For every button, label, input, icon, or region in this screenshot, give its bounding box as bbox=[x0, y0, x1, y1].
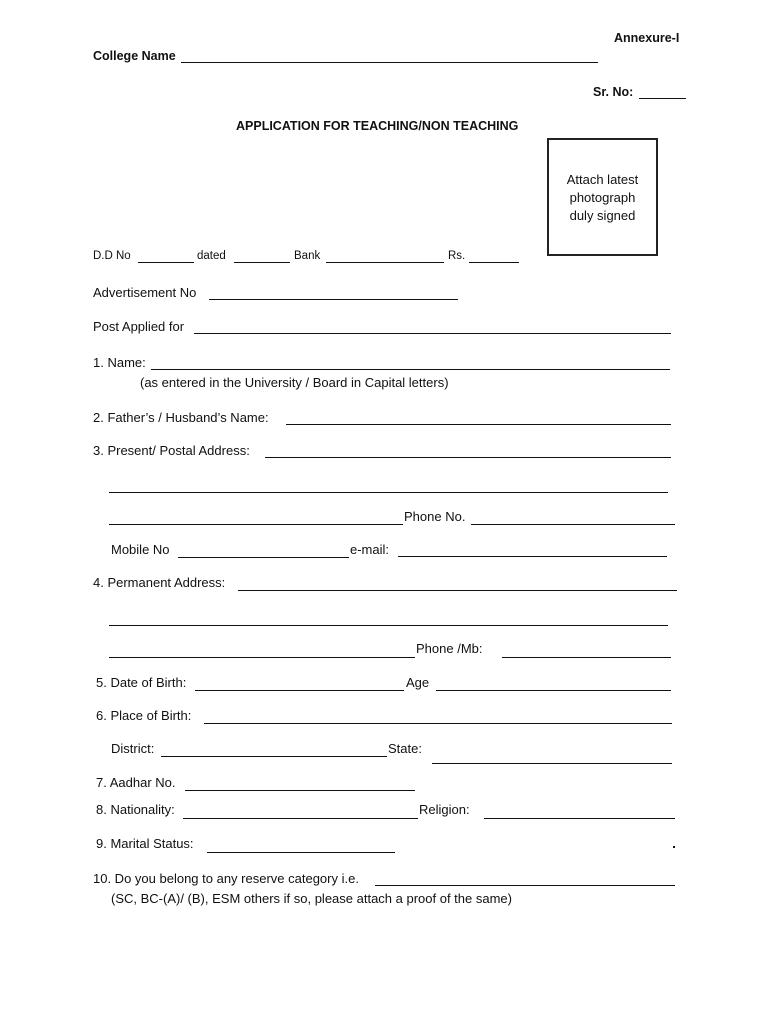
photo-box[interactable] bbox=[547, 138, 658, 256]
name-field[interactable] bbox=[151, 369, 670, 370]
photo-box-line-2: photograph bbox=[569, 190, 636, 205]
dd-bank-field[interactable] bbox=[326, 262, 444, 263]
email-field[interactable] bbox=[398, 556, 667, 557]
sr-no-label: Sr. No: bbox=[593, 85, 634, 99]
dd-dated-label: dated bbox=[197, 250, 226, 262]
dd-rs-field[interactable] bbox=[469, 262, 519, 263]
email-label: e-mail: bbox=[350, 542, 390, 557]
reserve-category-field[interactable] bbox=[375, 885, 675, 886]
phone-no-field[interactable] bbox=[471, 524, 675, 525]
father-name-label: 2. Father’s / Husband’s Name: bbox=[93, 410, 269, 425]
permanent-address-label: 4. Permanent Address: bbox=[93, 575, 226, 590]
name-note: (as entered in the University / Board in Capital letters) bbox=[140, 375, 449, 390]
district-field[interactable] bbox=[161, 756, 387, 757]
mobile-no-field[interactable] bbox=[178, 557, 349, 558]
permanent-address-line-1[interactable] bbox=[238, 590, 677, 591]
dd-no-label: D.D No bbox=[93, 250, 131, 262]
trailing-dot bbox=[673, 846, 675, 848]
post-applied-label: Post Applied for bbox=[93, 319, 185, 334]
annexure-label: Annexure-I bbox=[614, 31, 680, 45]
sr-no-field[interactable] bbox=[639, 98, 686, 99]
pob-field[interactable] bbox=[204, 723, 672, 724]
dd-dated-field[interactable] bbox=[234, 262, 290, 263]
father-name-field[interactable] bbox=[286, 424, 671, 425]
phone-no-label: Phone No. bbox=[404, 509, 466, 524]
college-name-field[interactable] bbox=[181, 62, 598, 63]
nationality-label: 8. Nationality: bbox=[96, 802, 175, 817]
advertisement-field[interactable] bbox=[209, 299, 458, 300]
name-label: 1. Name: bbox=[93, 355, 146, 370]
present-address-line-2[interactable] bbox=[109, 492, 668, 493]
state-field[interactable] bbox=[432, 763, 672, 764]
phone-mb-field[interactable] bbox=[502, 657, 671, 658]
dob-label: 5. Date of Birth: bbox=[96, 675, 187, 690]
age-label: Age bbox=[406, 675, 430, 690]
dd-bank-label: Bank bbox=[294, 250, 321, 262]
photo-box-line-1: Attach latest bbox=[566, 172, 639, 187]
present-address-label: 3. Present/ Postal Address: bbox=[93, 443, 250, 458]
nationality-field[interactable] bbox=[183, 818, 418, 819]
aadhar-label: 7. Aadhar No. bbox=[96, 775, 176, 790]
college-name-label: College Name bbox=[93, 49, 176, 63]
photo-box-line-3: duly signed bbox=[569, 208, 636, 223]
advertisement-label: Advertisement No bbox=[93, 285, 197, 300]
reserve-category-note: (SC, BC-(A)/ (B), ESM others if so, please attach a proof of the same) bbox=[111, 891, 512, 906]
religion-label: Religion: bbox=[419, 802, 470, 817]
dd-rs-label: Rs. bbox=[448, 250, 466, 262]
dd-no-field[interactable] bbox=[138, 262, 194, 263]
post-applied-field[interactable] bbox=[194, 333, 671, 334]
mobile-no-label: Mobile No bbox=[111, 542, 170, 557]
state-label: State: bbox=[388, 741, 422, 756]
marital-status-label: 9. Marital Status: bbox=[96, 836, 194, 851]
form-title: APPLICATION FOR TEACHING/NON TEACHING bbox=[236, 119, 519, 133]
pob-label: 6. Place of Birth: bbox=[96, 708, 192, 723]
present-address-line-1[interactable] bbox=[265, 457, 671, 458]
aadhar-field[interactable] bbox=[185, 790, 415, 791]
reserve-category-label: 10. Do you belong to any reserve category i.e. bbox=[93, 871, 359, 886]
age-field[interactable] bbox=[436, 690, 671, 691]
marital-status-field[interactable] bbox=[207, 852, 395, 853]
present-address-line-3[interactable] bbox=[109, 524, 403, 525]
district-label: District: bbox=[111, 741, 155, 756]
dob-field[interactable] bbox=[195, 690, 404, 691]
phone-mb-label: Phone /Mb: bbox=[416, 641, 483, 656]
permanent-address-line-3[interactable] bbox=[109, 657, 415, 658]
permanent-address-line-2[interactable] bbox=[109, 625, 668, 626]
religion-field[interactable] bbox=[484, 818, 675, 819]
